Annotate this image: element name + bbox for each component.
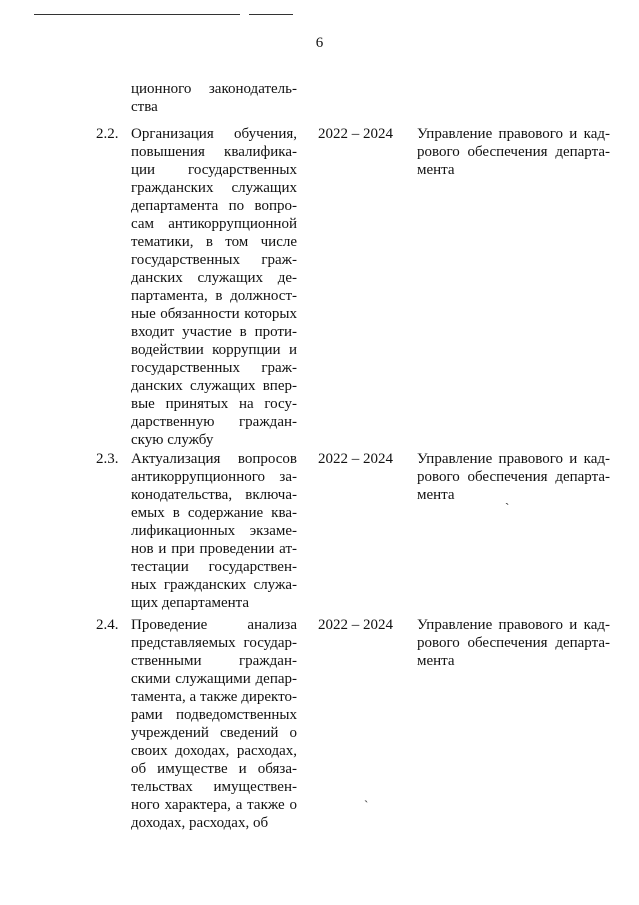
text-line: щих департамента xyxy=(131,595,250,611)
text-line: данских служащих де- xyxy=(131,270,297,286)
text-line: ционного законодатель- xyxy=(131,81,297,97)
text-line: тестации государствен- xyxy=(131,559,297,575)
row-responsible xyxy=(417,616,610,670)
row-number: 2.3. xyxy=(96,451,119,467)
text-line: тамента, а также директо- xyxy=(131,689,297,705)
row-description xyxy=(131,450,297,612)
text-line: партамента, в должност- xyxy=(131,288,297,304)
text-line: Управление правового и кад- xyxy=(417,617,610,633)
row-number: 2.4. xyxy=(96,617,119,633)
text-line: водействии коррупции и xyxy=(131,342,297,358)
text-line: мента xyxy=(417,162,455,178)
text-line: повышения квалифика- xyxy=(131,144,297,160)
text-line: Актуализация вопросов xyxy=(131,451,297,467)
text-line: скими служащими депар- xyxy=(131,671,297,687)
text-line: ные обязанности которых xyxy=(131,306,297,322)
text-line: гражданских служащих xyxy=(131,180,297,196)
text-line: Проведение анализа xyxy=(131,617,297,633)
text-line: департамента по вопро- xyxy=(131,198,297,214)
text-line: мента xyxy=(417,653,455,669)
row-years: 2022 – 2024 xyxy=(318,451,393,467)
text-line: ных гражданских служа- xyxy=(131,577,297,593)
text-line: ства xyxy=(131,99,158,115)
text-line: Управление правового и кад- xyxy=(417,451,610,467)
text-line: скую службу xyxy=(131,432,214,448)
text-line: нов и при проведении ат- xyxy=(131,541,297,557)
text-line: рового обеспечения департа- xyxy=(417,144,610,160)
text-line: рового обеспечения департа- xyxy=(417,469,610,485)
text-line: доходах, расходах, об xyxy=(131,815,269,831)
text-line: учреждений сведений о xyxy=(131,725,297,741)
text-line: Управление правового и кад- xyxy=(417,126,610,142)
stray-mark: ˏ xyxy=(364,788,369,803)
text-line: ственными граждан- xyxy=(131,653,297,669)
text-line: государственных граж- xyxy=(131,360,297,376)
text-line: антикоррупционного за- xyxy=(131,469,297,485)
text-line: об имуществе и обяза- xyxy=(131,761,297,777)
row-description xyxy=(131,616,297,832)
header-rule-short xyxy=(249,14,293,15)
header-rule xyxy=(34,14,240,15)
text-line: сам антикоррупционной xyxy=(131,216,297,232)
text-line: рами подведомственных xyxy=(131,707,297,723)
text-line: государственных граж- xyxy=(131,252,297,268)
text-line: дарственную граждан- xyxy=(131,414,297,430)
continuation-text xyxy=(131,80,297,116)
row-responsible xyxy=(417,450,610,504)
text-line: емых в содержание ква- xyxy=(131,505,297,521)
text-line: тельствах имуществен- xyxy=(131,779,297,795)
row-number: 2.2. xyxy=(96,126,119,142)
text-line: тематики, в том числе xyxy=(131,234,297,250)
stray-mark: ˋ xyxy=(505,500,510,515)
text-line: конодательства, включа- xyxy=(131,487,297,503)
row-responsible xyxy=(417,125,610,179)
text-line: вые принятых на госу- xyxy=(131,396,297,412)
text-line: данских служащих впер- xyxy=(131,378,297,394)
text-line: Организация обучения, xyxy=(131,126,297,142)
row-years: 2022 – 2024 xyxy=(318,617,393,633)
text-line: ного характера, а также о xyxy=(131,797,297,813)
text-line: представляемых государ- xyxy=(131,635,297,651)
row-years: 2022 – 2024 xyxy=(318,126,393,142)
text-line: входит участие в проти- xyxy=(131,324,297,340)
row-description xyxy=(131,125,297,449)
text-line: рового обеспечения департа- xyxy=(417,635,610,651)
text-line: мента xyxy=(417,487,455,503)
text-line: лификационных экзаме- xyxy=(131,523,297,539)
page-number: 6 xyxy=(315,35,324,51)
text-line: ции государственных xyxy=(131,162,297,178)
text-line: своих доходах, расходах, xyxy=(131,743,297,759)
